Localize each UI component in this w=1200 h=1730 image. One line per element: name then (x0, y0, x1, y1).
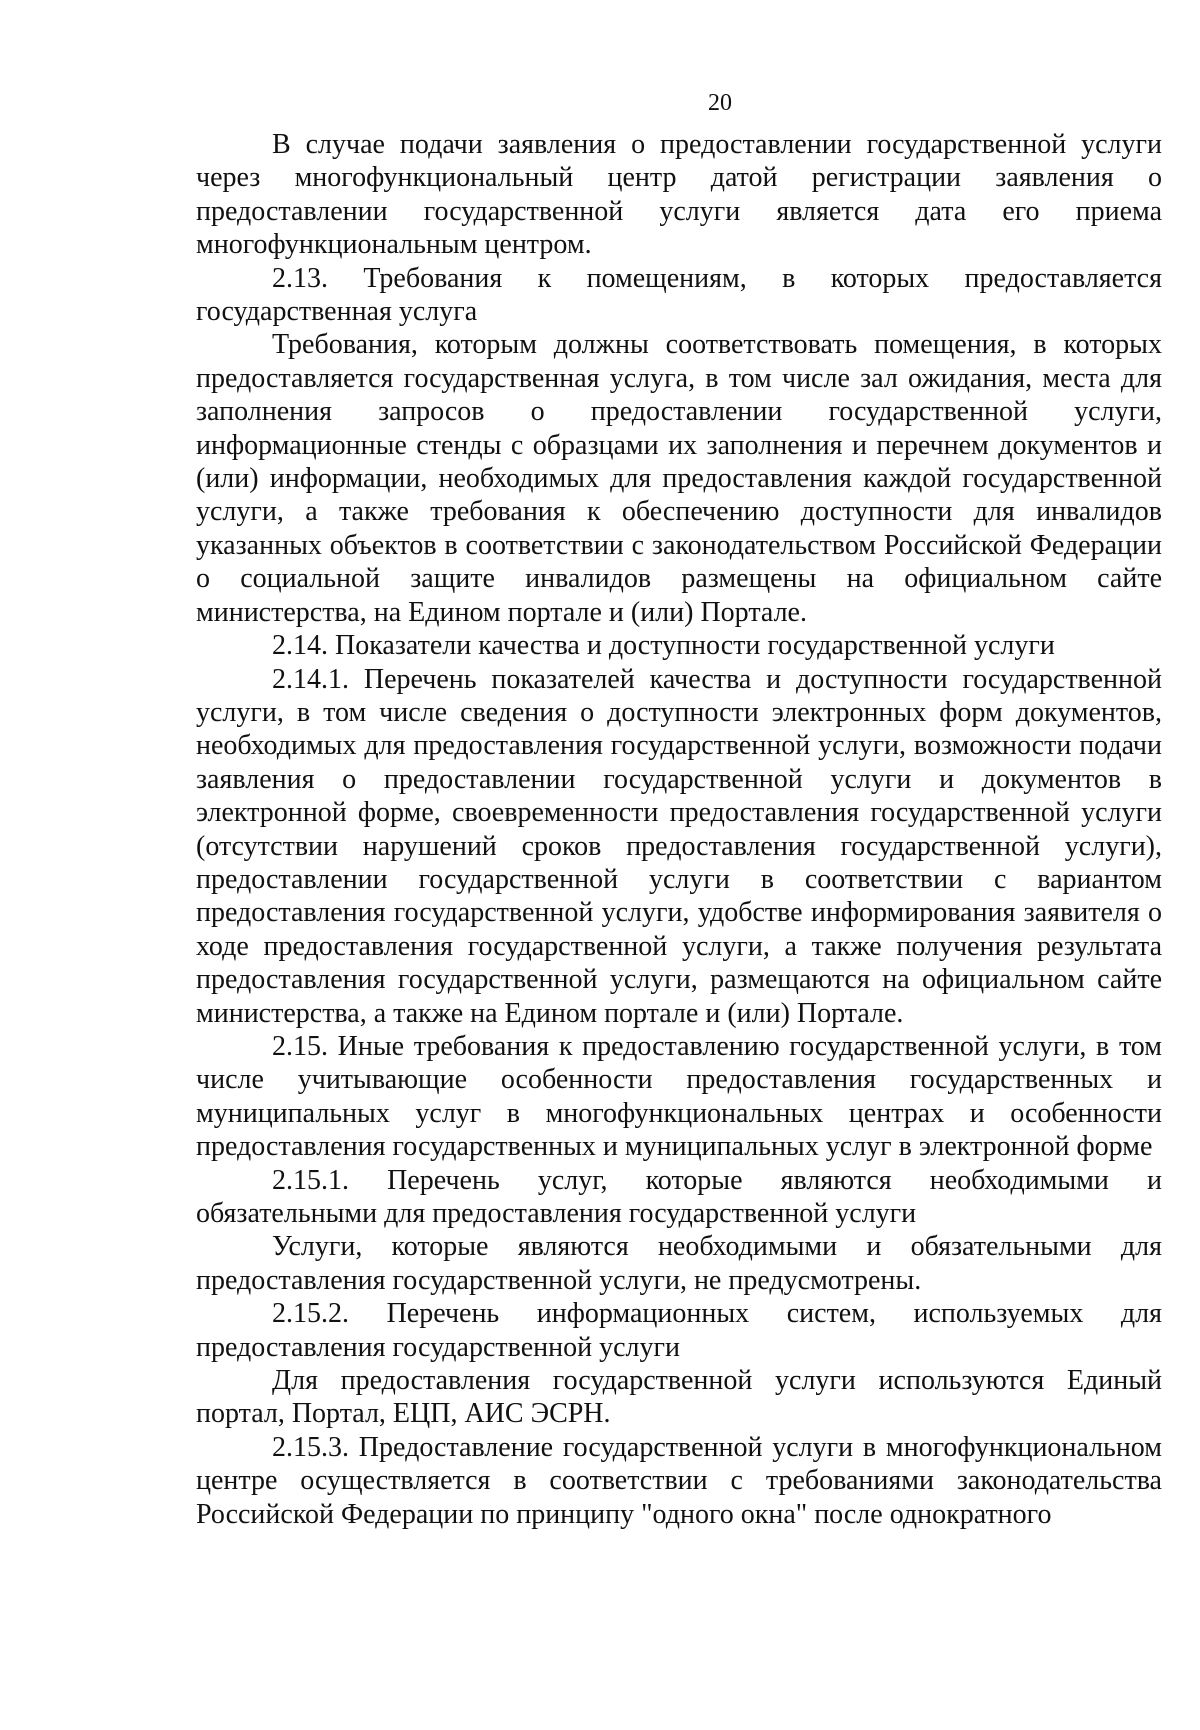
paragraph-2-15-3: 2.15.3. Предоставление государственной услуги в многофункциональном центре осуществляется в соответствии с требованиями законодательства Российской Федерации по принципу "одного окна" после однократного (196, 1431, 1162, 1530)
document-body (196, 128, 1162, 1531)
section-heading-2-13: 2.13. Требования к помещениям, в которых предоставляется государственная услуга (196, 262, 1162, 328)
paragraph-services-not-provided: Услуги, которые являются необходимыми и обязательными для предоставления государственной услуги, не предусмотрены. (196, 1231, 1162, 1296)
paragraph-premises-requirements: Требования, которым должны соответствовать помещения, в которых предоставляется государственная услуга, в том числе зал ожидания, места для заполнения запросов о предоставлении государственной услуги, информационные стенды с образцами их заполнения и перечнем документов и (или) информации, необходимых для предоставления каждой государственной услуги, а также требования к обеспечению доступности для инвалидов указанных объектов в соответствии с законодательством Российской Федерации о социальной защите инвалидов размещены на официальном сайте министерства, на Едином портале и (или) Портале. (196, 329, 1162, 628)
paragraph-information-systems: Для предоставления государственной услуги используются Единый портал, Портал, ЕЦП, АИС ЭСРН. (196, 1365, 1162, 1430)
section-heading-2-15-2: 2.15.2. Перечень информационных систем, используемых для предоставления государственной услуги (196, 1298, 1162, 1363)
section-heading-2-15-1: 2.15.1. Перечень услуг, которые являются необходимыми и обязательными для предоставления государственной услуги (196, 1164, 1162, 1229)
paragraph-2-14-1: 2.14.1. Перечень показателей качества и доступности государственной услуги, в том числе сведения о доступности электронных форм документов, необходимых для предоставления государственной услуги, возможности подачи заявления о предоставлении государственной услуги и документов в электронной форме, своевременности предоставления государственной услуги (отсутствии нарушений сроков предоставления государственной услуги), предоставлении государственной услуги в соответствии с вариантом предоставления государственной услуги, удобстве информирования заявителя о ходе предоставления государственной услуги, а также получения результата предоставления государственной услуги, размещаются на официальном сайте министерства, а также на Едином портале и (или) Портале. (196, 663, 1162, 1029)
page-number: 20 (708, 90, 732, 116)
section-heading-2-15: 2.15. Иные требования к предоставлению государственной услуги, в том числе учитывающие особенности предоставления государственных и муниципальных услуг в многофункциональных центрах и особенности предоставления государственных и муниципальных услуг в электронной форме (196, 1030, 1162, 1163)
section-heading-2-14: 2.14. Показатели качества и доступности государственной услуги (272, 630, 1055, 662)
paragraph-registration-date: В случае подачи заявления о предоставлении государственной услуги через многофункциональный центр датой регистрации заявления о предоставлении государственной услуги является дата его приема многофункциональным центром. (196, 129, 1162, 261)
